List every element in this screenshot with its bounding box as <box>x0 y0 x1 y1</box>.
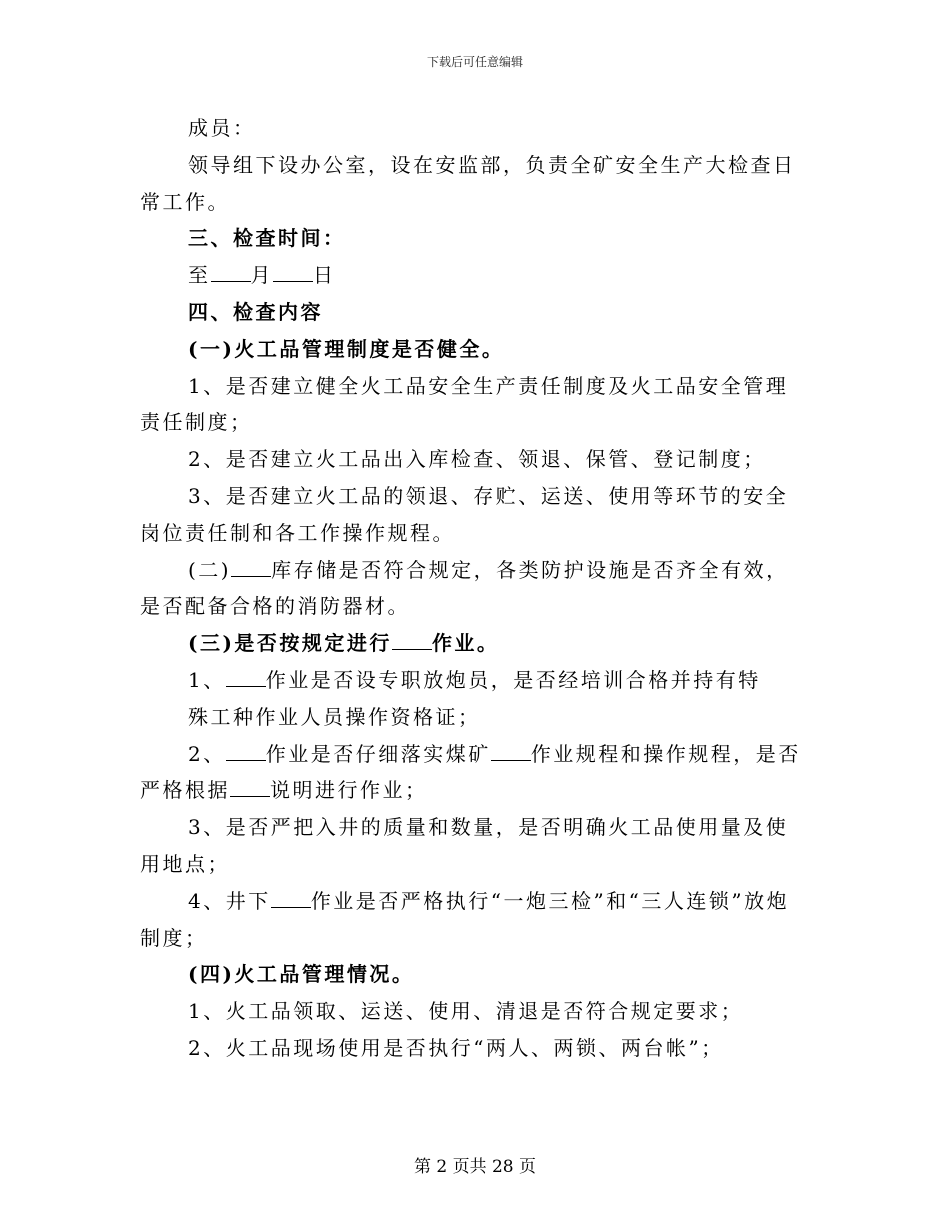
page-header: 下载后可任意编辑 <box>426 55 523 69</box>
list-item <box>140 662 808 699</box>
paragraph-office: 领导组下设办公室，设在安监部，负责全矿安全生产大检查日常工作。 <box>140 152 796 214</box>
date-month-text: 月 <box>250 263 273 288</box>
subsection-heading-4: (四)火工品管理情况。 <box>188 962 415 987</box>
blank-line <box>211 261 251 282</box>
list-item <box>140 736 808 810</box>
item-text: 作业是否严格执行“一炮三检”和“三人连锁”放炮制度； <box>140 888 790 950</box>
page-footer: 第 2 页共 28 页 <box>413 1157 537 1177</box>
list-item: 1、是否建立健全火工品安全生产责任制度及火工品安全管理责任制度； <box>140 373 789 435</box>
blank-line <box>392 629 432 650</box>
item-text: 作业规程和操作规程，是否严格根据 <box>140 741 801 803</box>
item-text: 作业是否仔细落实煤矿 <box>265 741 491 766</box>
subsection-paragraph-2 <box>140 552 808 626</box>
blank-line <box>226 740 266 761</box>
paragraph-members: 成员： <box>188 116 256 140</box>
subsection-text: 库存储是否符合规定，各类防护设施是否齐全有效，是否配备合格的消防器材。 <box>140 557 789 619</box>
subsection-label: (二) <box>188 557 232 582</box>
subsection-heading-3 <box>140 625 808 662</box>
subsection-heading-1: (一)火工品管理制度是否健全。 <box>188 336 505 361</box>
paragraph-date-range <box>140 257 808 294</box>
list-item: 2、火工品现场使用是否执行“两人、两锁、两台帐”； <box>188 1035 724 1060</box>
list-item: 3、是否严把入井的质量和数量，是否明确火工品使用量及使用地点； <box>140 815 789 876</box>
heading-text: (三)是否按规定进行 <box>188 631 392 656</box>
list-item: 2、是否建立火工品出入库检查、领退、保管、登记制度； <box>188 447 766 472</box>
date-to-text: 至 <box>188 263 211 288</box>
blank-line <box>491 740 531 761</box>
blank-line <box>231 556 271 577</box>
item-text: 作业是否设专职放炮员，是否经培训合格并持有特 <box>265 667 761 692</box>
section-heading-content: 四、检查内容 <box>188 299 323 324</box>
section-heading-time: 三、检查时间： <box>188 226 346 251</box>
item-text: 说明进行作业； <box>270 778 428 803</box>
document-body <box>140 110 808 1067</box>
blank-line <box>271 887 311 908</box>
blank-line <box>273 261 313 282</box>
item-text: 4、井下 <box>188 888 271 913</box>
list-item: 1、火工品领取、运送、使用、清退是否符合规定要求； <box>188 999 744 1024</box>
list-item: 3、是否建立火工品的领退、存贮、运送、使用等环节的安全岗位责任制和各工作操作规程。 <box>140 483 789 545</box>
blank-line <box>226 666 266 687</box>
item-number: 1、 <box>188 667 226 692</box>
list-item-continuation: 殊工种作业人员操作资格证； <box>188 704 481 729</box>
heading-text: 作业。 <box>431 631 500 656</box>
item-number: 2、 <box>188 741 226 766</box>
date-day-text: 日 <box>313 263 336 288</box>
blank-line <box>230 776 270 797</box>
list-item <box>140 883 808 957</box>
